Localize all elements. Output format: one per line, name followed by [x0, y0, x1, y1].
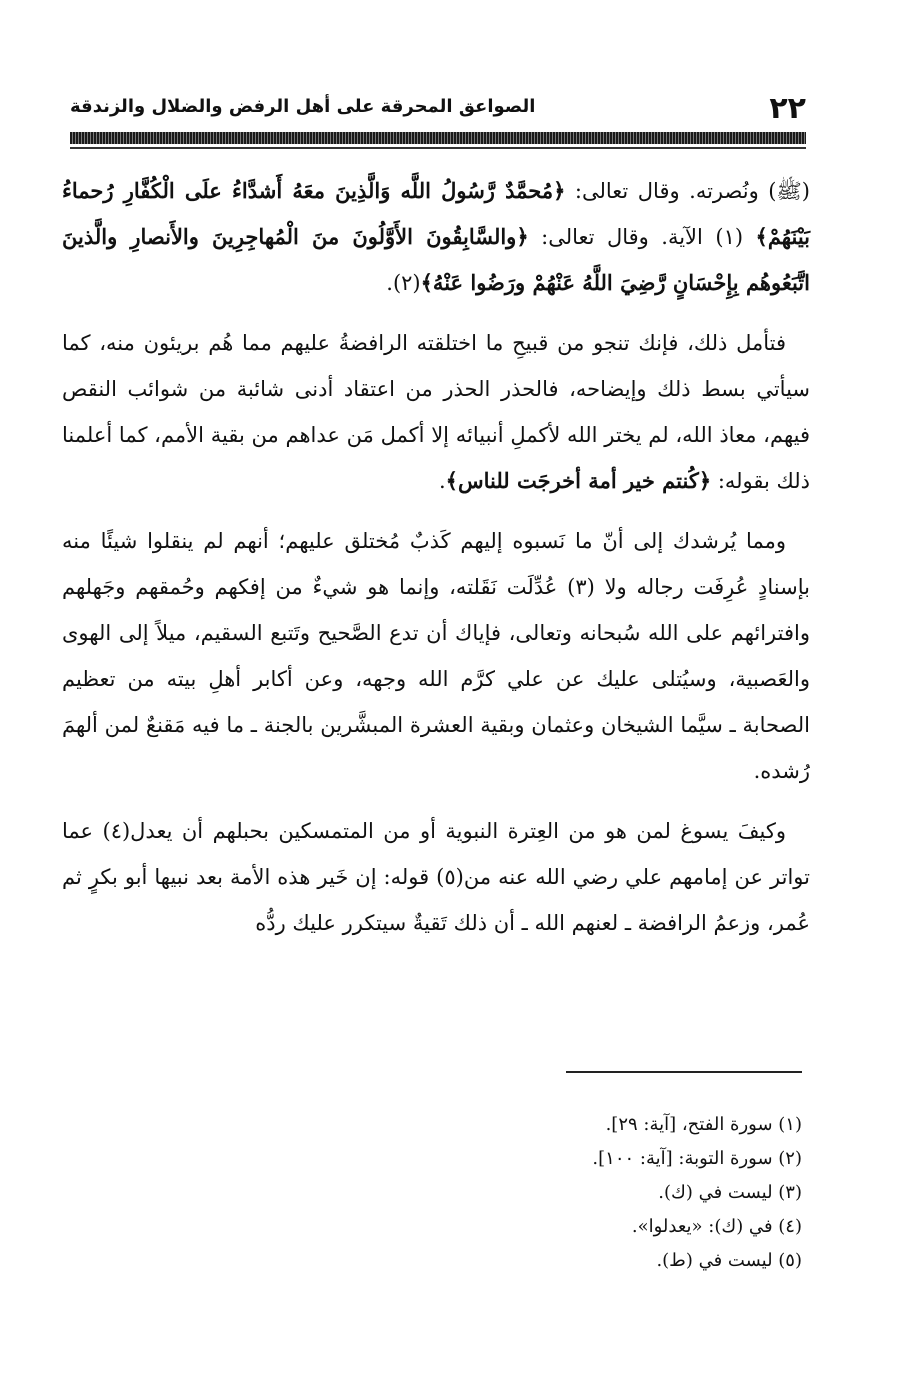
footnotes — [302, 1108, 802, 1278]
footnote-3: (٣) ليست في (ك). — [658, 1182, 802, 1203]
paragraph-4: وكيفَ يسوغ لمن هو من العِترة النبوية أو من المتمسكين بحبلهم أن يعدل(٤) عما تواتر عن إمامهم علي رضي الله عنه من(٥) قوله: إن خَير هذه الأمة بعد نبيها أبو بكرٍ ثم عُمر، وزعمُ الرافضة ـ لعنهم الله ـ أن ذلك تَقيةٌ سيتكرر عليك ردُّه — [62, 819, 810, 935]
header-divider — [70, 132, 806, 144]
header-divider-line — [70, 147, 806, 149]
running-title: الصواعق المحرقة على أهل الرفض والضلال والزندقة — [70, 96, 536, 117]
text-segment: . — [438, 469, 446, 493]
footnote-2: (٢) سورة التوبة: [آية: ١٠٠]. — [592, 1148, 802, 1169]
quran-verse: ﴿مُحمَّدٌ رَّسُولُ اللَّه وَالَّذِينَ معَهُ أَشدَّاءُ علَى الْكُفَّارِ رُحماءُ بَيْنَهُمْ﴾ — [62, 178, 811, 249]
quran-verse: ﴿والسَّابِقُونَ الأَوَّلُونَ منَ الْمُهاجِرِينَ والأَنصارِ والَّذينَ اتَّبَعُوهُم بِإِحْسَانٍ رَّضِيَ اللَّهُ عَنْهُمْ ورَضُوا عَنْهُ﴾ — [62, 224, 810, 295]
main-text — [62, 168, 810, 960]
text-segment: فتأمل ذلك، فإنك تنجو من قبيحِ ما اختلقته الرافضةُ عليهم مما هُم بريئون منه، كما سيأتي بسط ذلك وإيضاحه، فالحذر الحذر من اعتقاد أدنى شائبة من شوائب النقص فيهم، معاذ الله، لم يختر الله لأكملِ أنبيائه إلا أكمل مَن عداهم من بقية الأمم، كما أعلمنا ذلك بقوله: — [62, 331, 810, 493]
footnote-4: (٤) في (ك): «يعدلوا». — [631, 1216, 802, 1237]
page-number: ٢٢ — [769, 91, 806, 126]
text-segment: (ﷺ) ونُصرته. وقال تعالى: — [565, 179, 810, 203]
quran-verse: ﴿كُنتم خير أمة أخرجَت للناس﴾ — [445, 468, 712, 493]
text-segment: (١) الآية. وقال تعالى: — [528, 225, 756, 249]
text-segment: (٢). — [386, 271, 421, 295]
paragraph-3: ومما يُرشدك إلى أنّ ما نَسبوه إليهم كَذبٌ مُختلق عليهم؛ أنهم لم ينقلوا شيئًا منه بإسنادٍ عُرِفَت رجاله ولا (٣) عُدِّلَت نَقَلته، وإنما هو شيءٌ من إفكهم وحُمقهم وجَهلهم وافترائهم على الله سُبحانه وتعالى، فإياك أن تدع الصَّحيح وتَتبع السقيم، ميلاً إلى الهوى والعَصبية، وسيُتلى عليك عن علي كرَّم الله وجهه، وعن أكابر أهلِ بيته من تعظيم الصحابة ـ سيَّما الشيخان وعثمان وبقية العشرة المبشَّرين بالجنة ـ ما فيه مَقنعٌ لمن ألهمَ رُشده. — [62, 529, 810, 783]
footnote-5: (٥) ليست في (ط). — [656, 1250, 802, 1271]
paragraph-1 — [62, 168, 810, 306]
footnote-1: (١) سورة الفتح، [آية: ٢٩]. — [605, 1114, 802, 1135]
footnote-separator — [566, 1071, 802, 1073]
page-header — [70, 86, 806, 126]
paragraph-2 — [62, 320, 810, 504]
